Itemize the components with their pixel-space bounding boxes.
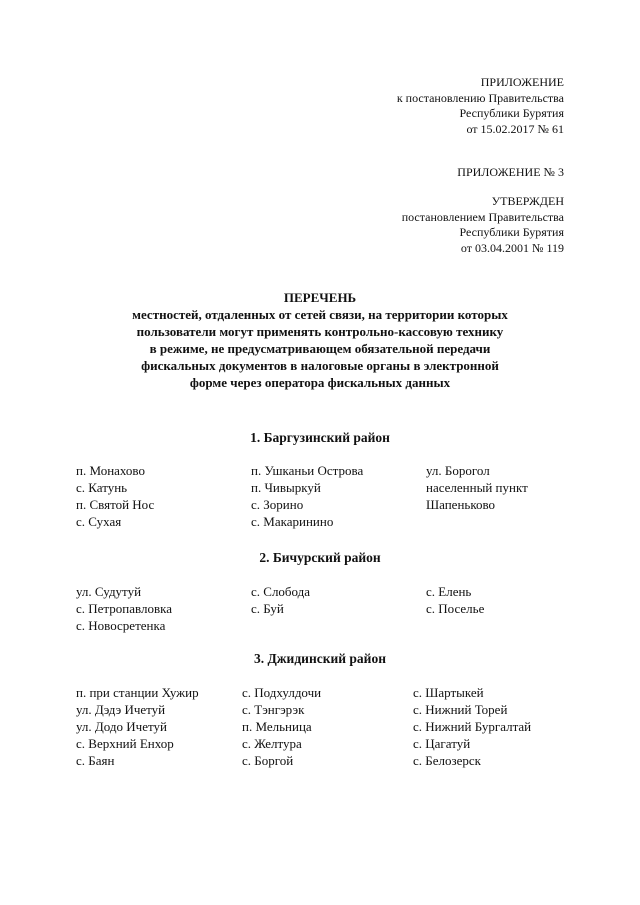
- document-title: [0, 289, 640, 391]
- header-line: ПРИЛОЖЕНИЕ: [480, 75, 564, 89]
- locality: населенный пункт: [426, 480, 528, 495]
- locality: с. Верхний Енхор: [76, 736, 174, 751]
- title-line: в режиме, не предусматривающем обязательной передачи: [149, 341, 491, 356]
- title-line: пользователи могут применять контрольно-кассовую технику: [136, 324, 504, 339]
- locality: ул. Судутуй: [76, 584, 142, 599]
- locality: п. при станции Хужир: [76, 685, 199, 700]
- district-heading: 3. Джидинский район: [253, 651, 386, 666]
- locality: с. Слобода: [251, 584, 311, 599]
- locality: с. Петропавловка: [76, 601, 172, 616]
- header-line: постановлением Правительства: [401, 209, 564, 224]
- locality: с. Цагатуй: [413, 736, 471, 751]
- locality-column: [426, 583, 484, 617]
- title-line: ПЕРЕЧЕНЬ: [283, 290, 357, 305]
- district-heading: 2. Бичурский район: [259, 550, 381, 565]
- locality: с. Подхулдочи: [242, 685, 322, 700]
- locality: ул. Дэдэ Ичетуй: [76, 702, 166, 717]
- locality: с. Макаринино: [251, 514, 334, 529]
- header-line: к постановлению Правительства: [396, 90, 564, 105]
- approval-header-2: [457, 165, 564, 181]
- district-heading: 1. Баргузинский район: [250, 430, 390, 445]
- locality: с. Новосретенка: [76, 618, 166, 633]
- header-line: Республики Бурятия: [459, 225, 564, 239]
- district-localities: [76, 462, 576, 532]
- locality-column: [76, 583, 172, 634]
- locality: с. Сухая: [76, 514, 122, 529]
- locality: п. Мельница: [242, 719, 312, 734]
- header-line: ПРИЛОЖЕНИЕ № 3: [457, 165, 564, 179]
- locality-column: [76, 684, 199, 769]
- locality: с. Нижний Торей: [413, 702, 508, 717]
- district-localities: [76, 583, 576, 638]
- locality: с. Боргой: [242, 753, 294, 768]
- header-line: от 03.04.2001 № 119: [460, 240, 564, 255]
- approval-header-3: [402, 194, 564, 256]
- locality: с. Зорино: [251, 497, 304, 512]
- locality: Шапеньково: [426, 497, 496, 512]
- locality: п. Монахово: [76, 463, 145, 478]
- locality-column: [426, 462, 528, 513]
- title-line: фискальных документов в налоговые органы в электронной: [141, 358, 499, 373]
- locality: п. Святой Нос: [76, 497, 155, 512]
- title-line: местностей, отдаленных от сетей связи, на территории которых: [132, 307, 508, 322]
- locality-column: [251, 462, 363, 530]
- locality-column: [251, 583, 310, 617]
- header-line: УТВЕРЖДЕН: [491, 194, 564, 208]
- locality: с. Катунь: [76, 480, 128, 495]
- district-localities: [76, 684, 576, 772]
- locality: с. Тэнгэрэк: [242, 702, 305, 717]
- locality: п. Ушканьи Острова: [251, 463, 364, 478]
- locality: с. Баян: [76, 753, 115, 768]
- locality: ул. Борогол: [426, 463, 490, 478]
- locality-column: [413, 684, 531, 769]
- locality: ул. Додо Ичетуй: [76, 719, 167, 734]
- approval-header-1: [397, 75, 564, 137]
- header-line: от 15.02.2017 № 61: [466, 121, 564, 136]
- locality: с. Поселье: [426, 601, 485, 616]
- title-line: форме через оператора фискальных данных: [189, 375, 451, 390]
- locality: с. Белозерск: [413, 753, 481, 768]
- locality: п. Чивыркуй: [251, 480, 321, 495]
- locality-column: [242, 684, 321, 769]
- locality: с. Нижний Бургалтай: [413, 719, 532, 734]
- locality: с. Елень: [426, 584, 472, 599]
- header-line: Республики Бурятия: [459, 106, 564, 120]
- locality: с. Буй: [251, 601, 284, 616]
- locality-column: [76, 462, 154, 530]
- locality: с. Шартыкей: [413, 685, 484, 700]
- locality: с. Желтура: [242, 736, 302, 751]
